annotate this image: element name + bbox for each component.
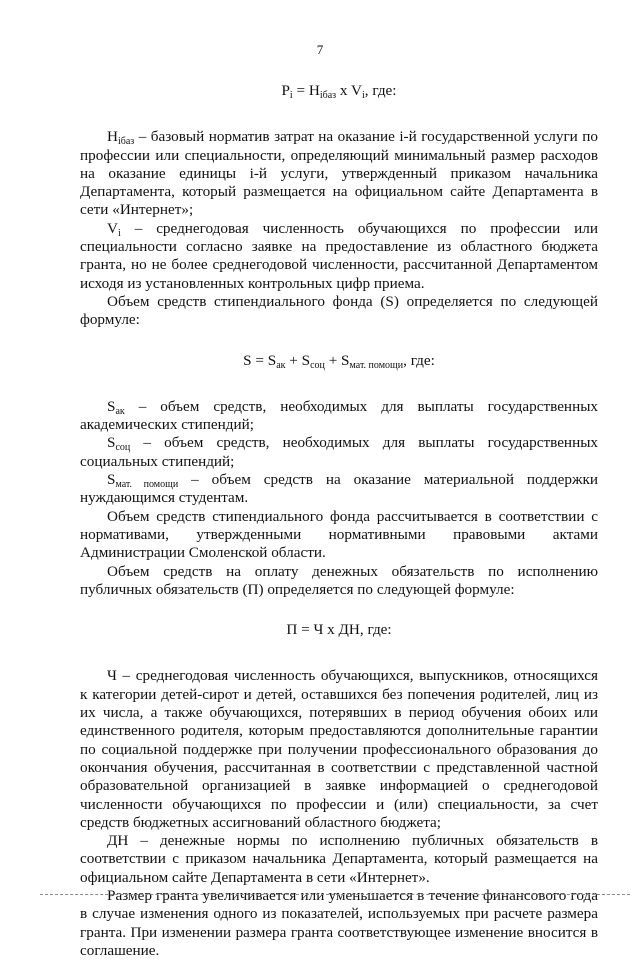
definition-base-norm: $H_{iбаз}$ – базовый норматив затрат на оказание i-й государственной услуги по профессии или специальности, определяющий минимальный размер расходов на оказание единицы i-й услуги, утвержденный приказом начальника Департамента, который размещается на официальном сайте Департамента в сети «Интернет»;: [80, 128, 598, 219]
document-body: [80, 78, 598, 960]
definition-monetary-norms: ДН – денежные нормы по исполнению публичных обязательств в соответствии с приказом начальника Департамента, который размещается на официальном сайте Департамента в сети «Интернет».: [80, 832, 598, 886]
definition-academic-stipend: $S_{ак}$ – объем средств, необходимых для выплаты государственных академических стипендий;: [80, 397, 598, 434]
paragraph-stipend-fund-norms: Объем средств стипендиального фонда рассчитывается в соответствии с нормативами, утвержденными нормативными правовыми актами Администрации Смоленской области.: [80, 507, 598, 562]
formula-grant-per-service: $P_i = H_{iбаз}$ x $V_i$, где:: [281, 82, 397, 101]
page-number: 7: [316, 42, 324, 57]
paragraph-stipend-fund-intro: Объем средств стипендиального фонда (S) определяется по следующей формуле:: [80, 292, 598, 329]
definition-average-count: $V_i$ – среднегодовая численность обучающихся по профессии или специальности согласно заявке на предоставление из областного бюджета гранта, но не более среднегодовой численности, рассчитанной Департаментом исходя из установленных контрольных цифр приема.: [80, 219, 598, 292]
definition-orphan-count: Ч – среднегодовая численность обучающихся, выпускников, относящихся к категории детей-сирот и детей, оставшихся без попечения родителей, лиц из их числа, а также обучающихся, потерявших в период обучения обоих или единственного родителя, которым предоставляются дополнительные гарантии по социальной поддержке при получении профессионального образования до окончания обучения, рассчитанная в соответствии с представленной частной образовательной организацией в заявке информацией о среднегодовой численности обучающихся по профессии и (или) специальности, за счет средств бюджетных ассигнований областного бюджета;: [80, 667, 598, 831]
formula-stipend-fund: $S = S_{ак} + S_{соц} + S_{мат. помощи}$, где:: [243, 351, 435, 371]
page-bottom-rule: [40, 894, 630, 895]
paragraph-grant-change: Размер гранта увеличивается или уменьшается в течение финансового года в случае изменения одного из показателей, используемых при расчете размера гранта. При изменении размера гранта соответствующее изменение вносится в соглашение.: [80, 886, 598, 959]
formula-public-obligations: П = Ч х ДН, где:: [286, 621, 392, 639]
definition-material-aid: $S_{мат. помощи}$ – объем средств на оказание материальной поддержки нуждающимся студентам.: [80, 471, 598, 507]
definition-social-stipend: $S_{соц}$ – объем средств, необходимых для выплаты государственных социальных стипендий;: [80, 434, 598, 470]
paragraph-public-obligations-intro: Объем средств на оплату денежных обязательств по исполнению публичных обязательств (П) определяется по следующей формуле:: [80, 562, 598, 598]
